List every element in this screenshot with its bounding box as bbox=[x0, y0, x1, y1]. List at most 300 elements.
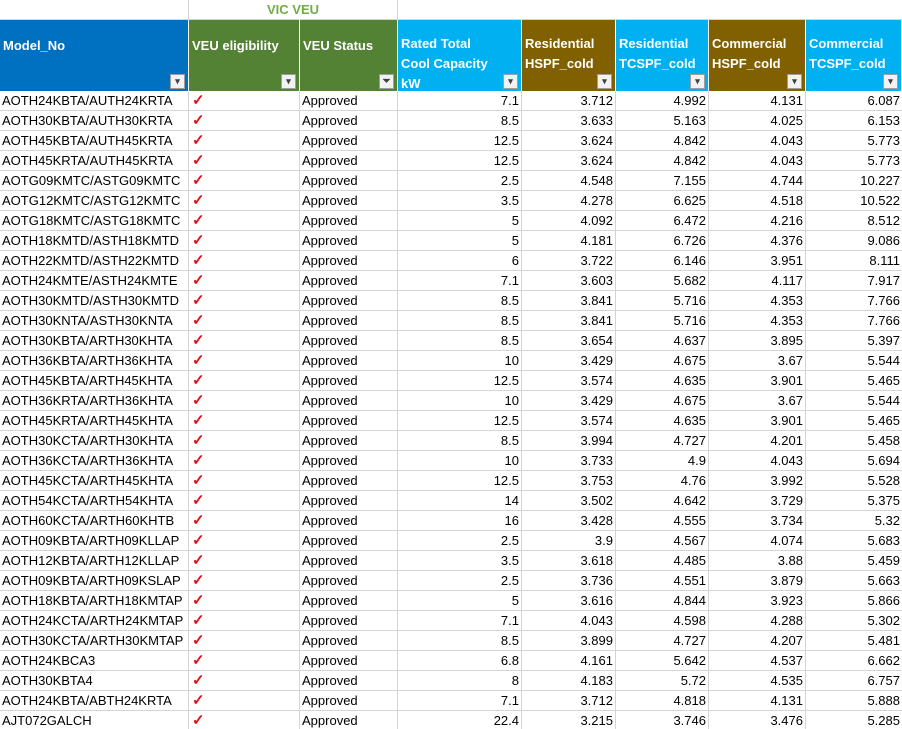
cell-ch[interactable]: 4.201 bbox=[709, 431, 806, 450]
cell-rh[interactable]: 3.429 bbox=[522, 391, 616, 410]
cell-model[interactable]: AOTH30KBTA/ARTH30KHTA bbox=[0, 331, 189, 350]
cell-ch[interactable]: 4.353 bbox=[709, 291, 806, 310]
cell-ct[interactable]: 5.866 bbox=[867, 593, 900, 608]
cell-ct[interactable]: 5.458 bbox=[867, 433, 900, 448]
cell-model[interactable]: AOTH30KBTA4 bbox=[0, 671, 189, 690]
table-row bbox=[0, 631, 902, 651]
cell-ch[interactable]: 4.043 bbox=[709, 131, 806, 150]
check-mark-icon[interactable]: ✓ bbox=[189, 571, 300, 590]
cell-rh[interactable]: 3.712 bbox=[522, 691, 616, 710]
group-header-vic-veu[interactable]: VIC VEU bbox=[189, 0, 398, 19]
cell-status[interactable]: Approved bbox=[300, 631, 398, 650]
cell-cap[interactable]: 16 bbox=[398, 511, 522, 530]
cell-rt[interactable]: 4.675 bbox=[616, 391, 709, 410]
group-header-row bbox=[0, 0, 902, 20]
column-header-label: Commercial HSPF_cold bbox=[712, 36, 787, 71]
cell-cap[interactable]: 7.1 bbox=[398, 271, 522, 290]
cell-model[interactable]: AOTH24KBTA/ABTH24KRTA bbox=[0, 691, 189, 710]
cell-rh[interactable]: 3.841 bbox=[522, 311, 616, 330]
check-mark-icon[interactable]: ✓ bbox=[189, 451, 300, 470]
cell-rt[interactable]: 4.642 bbox=[616, 491, 709, 510]
cell-model[interactable]: AOTH45KRTA/ARTH45KHTA bbox=[0, 411, 189, 430]
cell-cap[interactable]: 10 bbox=[398, 451, 522, 470]
cell-rh[interactable]: 4.161 bbox=[522, 651, 616, 670]
cell-ct[interactable]: 5.465 bbox=[867, 373, 900, 388]
cell-rh[interactable]: 3.616 bbox=[522, 591, 616, 610]
cell-model[interactable]: AOTH54KCTA/ARTH54KHTA bbox=[0, 491, 189, 510]
cell-cap[interactable]: 10 bbox=[398, 391, 522, 410]
cell-cap[interactable]: 5 bbox=[398, 231, 522, 250]
check-mark-icon[interactable]: ✓ bbox=[189, 271, 300, 290]
cell-model[interactable]: AOTH24KBCA3 bbox=[0, 651, 189, 670]
cell-model[interactable]: AOTH30KBTA/AUTH30KRTA bbox=[0, 111, 189, 130]
cell-rt[interactable]: 4.727 bbox=[616, 431, 709, 450]
column-header-ch[interactable] bbox=[709, 20, 806, 91]
cell-ct[interactable]: 5.528 bbox=[867, 473, 900, 488]
cell-model[interactable]: AOTH09KBTA/ARTH09KLLAP bbox=[0, 531, 189, 550]
cell-rt[interactable]: 4.635 bbox=[616, 371, 709, 390]
cell-ct[interactable]: 5.694 bbox=[867, 453, 900, 468]
cell-model[interactable]: AOTH18KMTD/ASTH18KMTD bbox=[0, 231, 189, 250]
cell-status[interactable]: Approved bbox=[300, 191, 398, 210]
table-row bbox=[0, 571, 902, 591]
table-row bbox=[0, 531, 902, 551]
cell-cap[interactable]: 22.4 bbox=[398, 711, 522, 729]
cell-rh[interactable]: 4.183 bbox=[522, 671, 616, 690]
table-row bbox=[0, 311, 902, 331]
cell-rt[interactable]: 6.146 bbox=[616, 251, 709, 270]
check-mark-icon[interactable]: ✓ bbox=[189, 91, 300, 110]
cell-status[interactable]: Approved bbox=[300, 491, 398, 510]
cell-cap[interactable]: 7.1 bbox=[398, 91, 522, 110]
cell-cap[interactable]: 2.5 bbox=[398, 171, 522, 190]
cell-rh[interactable]: 3.841 bbox=[522, 291, 616, 310]
cell-status[interactable]: Approved bbox=[300, 391, 398, 410]
column-header-label: Residential TCSPF_cold bbox=[619, 36, 696, 71]
check-mark-icon[interactable]: ✓ bbox=[189, 191, 300, 210]
check-mark-icon[interactable]: ✓ bbox=[189, 351, 300, 370]
cell-model[interactable]: AOTH30KMTD/ASTH30KMTD bbox=[0, 291, 189, 310]
cell-rt[interactable]: 4.76 bbox=[616, 471, 709, 490]
cell-ch[interactable]: 4.288 bbox=[709, 611, 806, 630]
cell-status[interactable]: Approved bbox=[300, 511, 398, 530]
cell-rh[interactable]: 3.624 bbox=[522, 151, 616, 170]
cell-cap[interactable]: 3.5 bbox=[398, 191, 522, 210]
dropdown-arrow-icon[interactable]: ▾ bbox=[690, 74, 705, 89]
cell-ct[interactable]: 7.766 bbox=[867, 313, 900, 328]
cell-cap[interactable]: 12.5 bbox=[398, 471, 522, 490]
cell-ct[interactable]: 5.375 bbox=[867, 493, 900, 508]
cell-ch[interactable]: 4.535 bbox=[709, 671, 806, 690]
cell-rt[interactable]: 4.598 bbox=[616, 611, 709, 630]
cell-rt[interactable]: 6.472 bbox=[616, 211, 709, 230]
cell-status[interactable]: Approved bbox=[300, 351, 398, 370]
cell-rt[interactable]: 5.716 bbox=[616, 311, 709, 330]
cell-status[interactable]: Approved bbox=[300, 371, 398, 390]
table-row bbox=[0, 431, 902, 451]
cell-ch[interactable]: 3.67 bbox=[709, 351, 806, 370]
check-mark-icon[interactable]: ✓ bbox=[189, 591, 300, 610]
cell-model[interactable]: AOTH24KCTA/ARTH24KMTAP bbox=[0, 611, 189, 630]
cell-rh[interactable]: 3.428 bbox=[522, 511, 616, 530]
cell-rh[interactable]: 3.215 bbox=[522, 711, 616, 729]
cell-ct[interactable]: 9.086 bbox=[867, 233, 900, 248]
cell-rt[interactable]: 4.992 bbox=[616, 91, 709, 110]
cell-status[interactable]: Approved bbox=[300, 111, 398, 130]
cell-model[interactable]: AOTH45KBTA/ARTH45KHTA bbox=[0, 371, 189, 390]
column-header-model[interactable] bbox=[0, 20, 189, 91]
cell-status[interactable]: Approved bbox=[300, 651, 398, 670]
cell-ch[interactable]: 4.744 bbox=[709, 171, 806, 190]
cell-ch[interactable]: 4.043 bbox=[709, 451, 806, 470]
cell-rh[interactable]: 3.994 bbox=[522, 431, 616, 450]
cell-ch[interactable]: 3.88 bbox=[709, 551, 806, 570]
cell-rt[interactable]: 4.555 bbox=[616, 511, 709, 530]
cell-rh[interactable]: 4.043 bbox=[522, 611, 616, 630]
column-header-label: Commercial TCSPF_cold bbox=[809, 36, 886, 71]
cell-rt[interactable]: 4.635 bbox=[616, 411, 709, 430]
table-row bbox=[0, 691, 902, 711]
cell-cap[interactable]: 8.5 bbox=[398, 311, 522, 330]
cell-rt[interactable]: 4.637 bbox=[616, 331, 709, 350]
cell-status[interactable]: Approved bbox=[300, 451, 398, 470]
check-mark-icon[interactable]: ✓ bbox=[189, 251, 300, 270]
cell-ct[interactable]: 5.683 bbox=[867, 533, 900, 548]
column-header-ct[interactable] bbox=[806, 20, 902, 91]
cell-cap[interactable]: 8.5 bbox=[398, 111, 522, 130]
cell-ch[interactable]: 3.729 bbox=[709, 491, 806, 510]
cell-rt[interactable]: 4.818 bbox=[616, 691, 709, 710]
cell-rh[interactable]: 3.753 bbox=[522, 471, 616, 490]
cell-status[interactable]: Approved bbox=[300, 231, 398, 250]
cell-rt[interactable]: 6.625 bbox=[616, 191, 709, 210]
dropdown-arrow-icon[interactable]: ▾ bbox=[281, 74, 296, 89]
cell-status[interactable]: Approved bbox=[300, 691, 398, 710]
cell-status[interactable]: Approved bbox=[300, 151, 398, 170]
cell-cap[interactable]: 14 bbox=[398, 491, 522, 510]
cell-model[interactable]: AOTH30KCTA/ARTH30KMTAP bbox=[0, 631, 189, 650]
check-mark-icon[interactable]: ✓ bbox=[189, 331, 300, 350]
cell-ch[interactable]: 3.923 bbox=[709, 591, 806, 610]
check-mark-icon[interactable]: ✓ bbox=[189, 411, 300, 430]
cell-ct[interactable]: 7.766 bbox=[867, 293, 900, 308]
cell-ct[interactable]: 7.917 bbox=[867, 273, 900, 288]
cell-cap[interactable]: 8.5 bbox=[398, 331, 522, 350]
cell-ct[interactable]: 8.111 bbox=[869, 253, 900, 268]
cell-ch[interactable]: 3.901 bbox=[709, 411, 806, 430]
cell-rh[interactable]: 3.654 bbox=[522, 331, 616, 350]
cell-model[interactable]: AOTH36KRTA/ARTH36KHTA bbox=[0, 391, 189, 410]
cell-ch[interactable]: 3.895 bbox=[709, 331, 806, 350]
table-row bbox=[0, 131, 902, 151]
cell-rh[interactable]: 3.603 bbox=[522, 271, 616, 290]
table-row bbox=[0, 271, 902, 291]
cell-status[interactable]: Approved bbox=[300, 571, 398, 590]
cell-ch[interactable]: 4.518 bbox=[709, 191, 806, 210]
cell-rt[interactable]: 4.485 bbox=[616, 551, 709, 570]
cell-ct[interactable]: 8.512 bbox=[867, 213, 900, 228]
group-header-spacer[interactable] bbox=[0, 0, 189, 19]
cell-ch[interactable]: 4.117 bbox=[709, 271, 806, 290]
check-mark-icon[interactable]: ✓ bbox=[189, 511, 300, 530]
cell-rh[interactable]: 3.574 bbox=[522, 371, 616, 390]
cell-ct[interactable]: 5.773 bbox=[867, 153, 900, 168]
filter-funnel-icon[interactable]: ⏷ bbox=[379, 74, 394, 89]
cell-ct[interactable]: 5.397 bbox=[867, 333, 900, 348]
cell-cap[interactable]: 8.5 bbox=[398, 291, 522, 310]
dropdown-arrow-icon[interactable]: ▾ bbox=[597, 74, 612, 89]
table-row bbox=[0, 251, 902, 271]
check-mark-icon[interactable]: ✓ bbox=[189, 211, 300, 230]
cell-model[interactable]: AJT072GALCH bbox=[0, 711, 189, 729]
cell-status[interactable]: Approved bbox=[300, 611, 398, 630]
cell-ct[interactable]: 5.888 bbox=[867, 693, 900, 708]
cell-ct[interactable]: 10.227 bbox=[860, 173, 900, 188]
column-header-rh[interactable] bbox=[522, 20, 616, 91]
table-row bbox=[0, 591, 902, 611]
cell-model[interactable]: AOTH12KBTA/ARTH12KLLAP bbox=[0, 551, 189, 570]
cell-status[interactable]: Approved bbox=[300, 251, 398, 270]
cell-ch[interactable]: 4.131 bbox=[709, 691, 806, 710]
table-row bbox=[0, 611, 902, 631]
cell-ch[interactable]: 3.879 bbox=[709, 571, 806, 590]
cell-cap[interactable]: 7.1 bbox=[398, 691, 522, 710]
cell-ch[interactable]: 4.025 bbox=[709, 111, 806, 130]
cell-cap[interactable]: 5 bbox=[398, 591, 522, 610]
cell-rh[interactable]: 4.181 bbox=[522, 231, 616, 250]
cell-cap[interactable]: 5 bbox=[398, 211, 522, 230]
cell-ct[interactable]: 5.481 bbox=[867, 633, 900, 648]
check-mark-icon[interactable]: ✓ bbox=[189, 671, 300, 690]
cell-ch[interactable]: 4.131 bbox=[709, 91, 806, 110]
cell-rh[interactable]: 3.9 bbox=[522, 531, 616, 550]
cell-rt[interactable]: 5.163 bbox=[616, 111, 709, 130]
cell-ct[interactable]: 6.087 bbox=[867, 93, 900, 108]
cell-model[interactable]: AOTH24KBTA/AUTH24KRTA bbox=[0, 91, 189, 110]
cell-ct[interactable]: 5.459 bbox=[867, 553, 900, 568]
cell-rt[interactable]: 6.726 bbox=[616, 231, 709, 250]
cell-model[interactable]: AOTH45KRTA/AUTH45KRTA bbox=[0, 151, 189, 170]
cell-rh[interactable]: 4.278 bbox=[522, 191, 616, 210]
column-header-cap[interactable] bbox=[398, 20, 522, 91]
cell-rh[interactable]: 3.618 bbox=[522, 551, 616, 570]
check-mark-icon[interactable]: ✓ bbox=[189, 231, 300, 250]
column-header-rt[interactable] bbox=[616, 20, 709, 91]
cell-cap[interactable]: 8.5 bbox=[398, 431, 522, 450]
cell-status[interactable]: Approved bbox=[300, 91, 398, 110]
check-mark-icon[interactable]: ✓ bbox=[189, 651, 300, 670]
table-row bbox=[0, 651, 902, 671]
check-mark-icon[interactable]: ✓ bbox=[189, 551, 300, 570]
check-mark-icon[interactable]: ✓ bbox=[189, 611, 300, 630]
cell-rt[interactable]: 3.746 bbox=[616, 711, 709, 729]
check-mark-icon[interactable]: ✓ bbox=[189, 311, 300, 330]
cell-ch[interactable]: 3.67 bbox=[709, 391, 806, 410]
cell-ch[interactable]: 4.207 bbox=[709, 631, 806, 650]
cell-ct[interactable]: 5.32 bbox=[874, 513, 900, 528]
check-mark-icon[interactable]: ✓ bbox=[189, 391, 300, 410]
cell-rh[interactable]: 4.548 bbox=[522, 171, 616, 190]
cell-rh[interactable]: 4.092 bbox=[522, 211, 616, 230]
cell-cap[interactable]: 12.5 bbox=[398, 411, 522, 430]
cell-ch[interactable]: 3.734 bbox=[709, 511, 806, 530]
check-mark-icon[interactable]: ✓ bbox=[189, 711, 300, 729]
check-mark-icon[interactable]: ✓ bbox=[189, 431, 300, 450]
cell-ch[interactable]: 4.074 bbox=[709, 531, 806, 550]
cell-ch[interactable]: 3.951 bbox=[709, 251, 806, 270]
cell-model[interactable]: AOTG09KMTC/ASTG09KMTC bbox=[0, 171, 189, 190]
cell-ch[interactable]: 4.043 bbox=[709, 151, 806, 170]
table-row bbox=[0, 351, 902, 371]
cell-cap[interactable]: 6.8 bbox=[398, 651, 522, 670]
cell-model[interactable]: AOTH30KCTA/ARTH30KHTA bbox=[0, 431, 189, 450]
cell-status[interactable]: Approved bbox=[300, 171, 398, 190]
cell-rh[interactable]: 3.502 bbox=[522, 491, 616, 510]
cell-ct[interactable]: 6.757 bbox=[867, 673, 900, 688]
table-row bbox=[0, 111, 902, 131]
table-row bbox=[0, 371, 902, 391]
cell-ch[interactable]: 4.376 bbox=[709, 231, 806, 250]
cell-rh[interactable]: 3.712 bbox=[522, 91, 616, 110]
cell-rt[interactable]: 4.675 bbox=[616, 351, 709, 370]
dropdown-arrow-icon[interactable]: ▾ bbox=[503, 74, 518, 89]
cell-model[interactable]: AOTH36KCTA/ARTH36KHTA bbox=[0, 451, 189, 470]
check-mark-icon[interactable]: ✓ bbox=[189, 111, 300, 130]
cell-ct[interactable]: 5.544 bbox=[867, 353, 900, 368]
cell-cap[interactable]: 2.5 bbox=[398, 571, 522, 590]
check-mark-icon[interactable]: ✓ bbox=[189, 171, 300, 190]
cell-status[interactable]: Approved bbox=[300, 671, 398, 690]
cell-rt[interactable]: 4.727 bbox=[616, 631, 709, 650]
cell-model[interactable]: AOTH60KCTA/ARTH60KHTB bbox=[0, 511, 189, 530]
cell-model[interactable]: AOTH24KMTE/ASTH24KMTE bbox=[0, 271, 189, 290]
cell-rh[interactable]: 3.736 bbox=[522, 571, 616, 590]
cell-rt[interactable]: 7.155 bbox=[616, 171, 709, 190]
table-row bbox=[0, 551, 902, 571]
check-mark-icon[interactable]: ✓ bbox=[189, 631, 300, 650]
check-mark-icon[interactable]: ✓ bbox=[189, 371, 300, 390]
cell-rt[interactable]: 4.551 bbox=[616, 571, 709, 590]
column-header-status[interactable] bbox=[300, 20, 398, 91]
cell-cap[interactable]: 12.5 bbox=[398, 131, 522, 150]
check-mark-icon[interactable]: ✓ bbox=[189, 471, 300, 490]
dropdown-arrow-icon[interactable]: ▾ bbox=[883, 74, 898, 89]
cell-ct[interactable]: 6.153 bbox=[867, 113, 900, 128]
cell-cap[interactable]: 3.5 bbox=[398, 551, 522, 570]
cell-ch[interactable]: 4.216 bbox=[709, 211, 806, 230]
cell-rt[interactable]: 4.842 bbox=[616, 151, 709, 170]
cell-cap[interactable]: 2.5 bbox=[398, 531, 522, 550]
cell-model[interactable]: AOTH30KNTA/ASTH30KNTA bbox=[0, 311, 189, 330]
cell-status[interactable]: Approved bbox=[300, 431, 398, 450]
cell-cap[interactable]: 8 bbox=[398, 671, 522, 690]
cell-rt[interactable]: 5.642 bbox=[616, 651, 709, 670]
cell-rh[interactable]: 3.429 bbox=[522, 351, 616, 370]
cell-ch[interactable]: 3.992 bbox=[709, 471, 806, 490]
cell-rh[interactable]: 3.574 bbox=[522, 411, 616, 430]
cell-model[interactable]: AOTH22KMTD/ASTH22KMTD bbox=[0, 251, 189, 270]
cell-status[interactable]: Approved bbox=[300, 331, 398, 350]
cell-cap[interactable]: 7.1 bbox=[398, 611, 522, 630]
cell-status[interactable]: Approved bbox=[300, 311, 398, 330]
table-row bbox=[0, 471, 902, 491]
cell-status[interactable]: Approved bbox=[300, 131, 398, 150]
cell-rt[interactable]: 4.844 bbox=[616, 591, 709, 610]
check-mark-icon[interactable]: ✓ bbox=[189, 491, 300, 510]
check-mark-icon[interactable]: ✓ bbox=[189, 531, 300, 550]
cell-rh[interactable]: 3.633 bbox=[522, 111, 616, 130]
cell-ct[interactable]: 5.465 bbox=[867, 413, 900, 428]
cell-ct[interactable]: 10.522 bbox=[860, 193, 900, 208]
cell-rh[interactable]: 3.722 bbox=[522, 251, 616, 270]
cell-rt[interactable]: 5.716 bbox=[616, 291, 709, 310]
cell-status[interactable]: Approved bbox=[300, 551, 398, 570]
cell-status[interactable]: Approved bbox=[300, 291, 398, 310]
cell-rt[interactable]: 5.682 bbox=[616, 271, 709, 290]
cell-model[interactable]: AOTH45KBTA/AUTH45KRTA bbox=[0, 131, 189, 150]
cell-ct[interactable]: 5.302 bbox=[867, 613, 900, 628]
check-mark-icon[interactable]: ✓ bbox=[189, 131, 300, 150]
cell-status[interactable]: Approved bbox=[300, 471, 398, 490]
cell-status[interactable]: Approved bbox=[300, 711, 398, 729]
cell-status[interactable]: Approved bbox=[300, 531, 398, 550]
cell-cap[interactable]: 12.5 bbox=[398, 371, 522, 390]
cell-rt[interactable]: 4.567 bbox=[616, 531, 709, 550]
cell-ct[interactable]: 5.285 bbox=[867, 713, 900, 728]
check-mark-icon[interactable]: ✓ bbox=[189, 691, 300, 710]
cell-model[interactable]: AOTH09KBTA/ARTH09KSLAP bbox=[0, 571, 189, 590]
cell-status[interactable]: Approved bbox=[300, 591, 398, 610]
cell-cap[interactable]: 10 bbox=[398, 351, 522, 370]
cell-ct[interactable]: 5.663 bbox=[867, 573, 900, 588]
cell-model[interactable]: AOTH18KBTA/ARTH18KMTAP bbox=[0, 591, 189, 610]
table-row bbox=[0, 91, 902, 111]
dropdown-arrow-icon[interactable]: ▾ bbox=[787, 74, 802, 89]
cell-ch[interactable]: 4.353 bbox=[709, 311, 806, 330]
cell-ch[interactable]: 3.476 bbox=[709, 711, 806, 729]
cell-ch[interactable]: 3.901 bbox=[709, 371, 806, 390]
cell-rh[interactable]: 3.733 bbox=[522, 451, 616, 470]
cell-ct[interactable]: 6.662 bbox=[867, 653, 900, 668]
dropdown-arrow-icon[interactable]: ▾ bbox=[170, 74, 185, 89]
cell-ct[interactable]: 5.544 bbox=[867, 393, 900, 408]
group-header-spacer[interactable] bbox=[398, 0, 902, 19]
cell-model[interactable]: AOTG18KMTC/ASTG18KMTC bbox=[0, 211, 189, 230]
table-row bbox=[0, 331, 902, 351]
cell-rh[interactable]: 3.899 bbox=[522, 631, 616, 650]
cell-rt[interactable]: 4.842 bbox=[616, 131, 709, 150]
cell-rt[interactable]: 5.72 bbox=[616, 671, 709, 690]
check-mark-icon[interactable]: ✓ bbox=[189, 151, 300, 170]
column-header-elig[interactable] bbox=[189, 20, 300, 91]
cell-cap[interactable]: 12.5 bbox=[398, 151, 522, 170]
cell-rt[interactable]: 4.9 bbox=[616, 451, 709, 470]
cell-cap[interactable]: 8.5 bbox=[398, 631, 522, 650]
table-row bbox=[0, 291, 902, 311]
cell-ch[interactable]: 4.537 bbox=[709, 651, 806, 670]
cell-model[interactable]: AOTH45KCTA/ARTH45KHTA bbox=[0, 471, 189, 490]
cell-ct[interactable]: 5.773 bbox=[867, 133, 900, 148]
cell-cap[interactable]: 6 bbox=[398, 251, 522, 270]
cell-rh[interactable]: 3.624 bbox=[522, 131, 616, 150]
cell-status[interactable]: Approved bbox=[300, 271, 398, 290]
column-header-label: VEU eligibility bbox=[192, 38, 279, 53]
cell-status[interactable]: Approved bbox=[300, 211, 398, 230]
cell-status[interactable]: Approved bbox=[300, 411, 398, 430]
cell-model[interactable]: AOTH36KBTA/ARTH36KHTA bbox=[0, 351, 189, 370]
check-mark-icon[interactable]: ✓ bbox=[189, 291, 300, 310]
cell-model[interactable]: AOTG12KMTC/ASTG12KMTC bbox=[0, 191, 189, 210]
